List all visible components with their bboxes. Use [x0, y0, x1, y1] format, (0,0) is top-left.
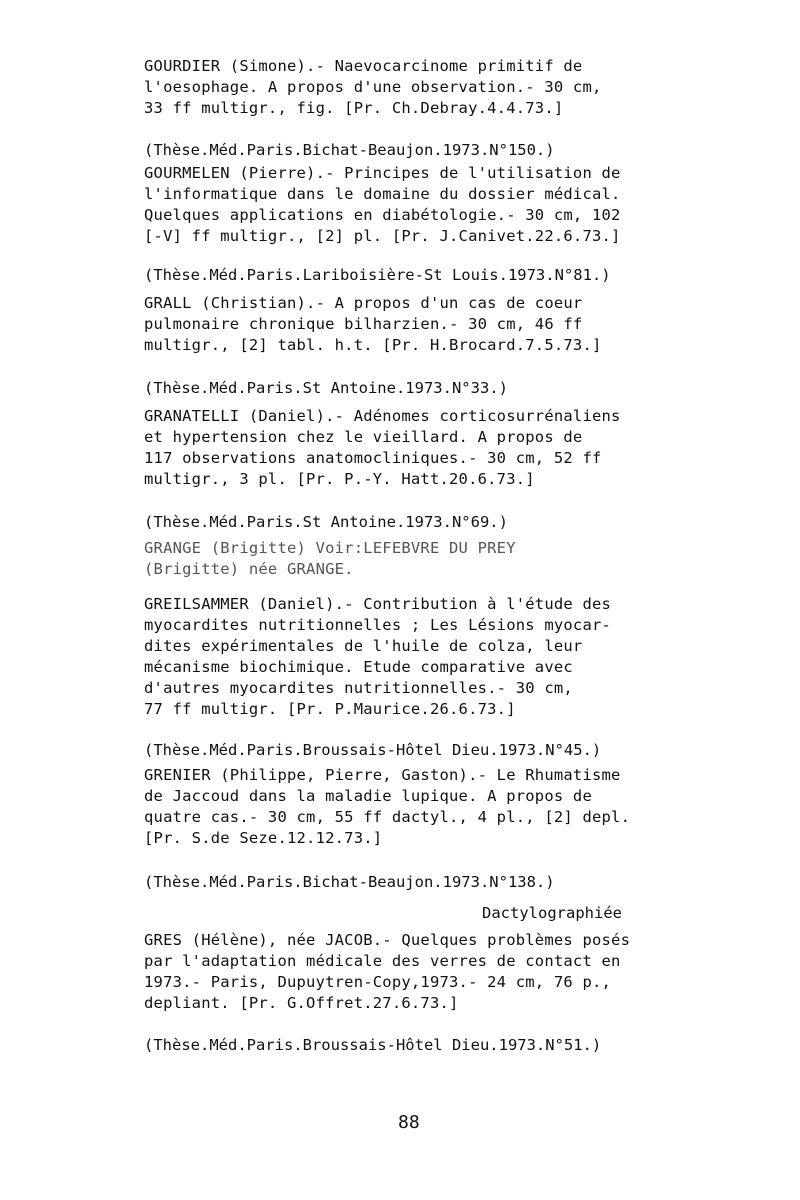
entry-line: par l'adaptation médicale des verres de contact en — [144, 952, 621, 970]
entry-line: GREILSAMMER (Daniel).- Contribution à l'étude des — [144, 595, 612, 613]
thesis-note: (Thèse.Méd.Paris.St Antoine.1973.N°33.) — [144, 379, 508, 397]
entry-line: GOURMELEN (Pierre).- Principes de l'utilisation de — [144, 164, 621, 182]
entry-line: 77 ff multigr. [Pr. P.Maurice.26.6.73.] — [144, 700, 516, 718]
page-number: 88 — [398, 1112, 420, 1133]
entry-line: GRES (Hélène), née JACOB.- Quelques problèmes posés — [144, 931, 631, 949]
entry-line: (Brigitte) née GRANGE. — [144, 560, 354, 578]
entry-line: quatre cas.- 30 cm, 55 ff dactyl., 4 pl., [2] depl. — [144, 808, 631, 826]
entry-line: mécanisme biochimique. Etude comparative avec — [144, 658, 573, 676]
entry-gourmelen — [144, 163, 664, 247]
thesis-note: (Thèse.Méd.Paris.Bichat-Beaujon.1973.N°150.) — [144, 141, 555, 159]
entry-line: GOURDIER (Simone).- Naevocarcinome primitif de — [144, 57, 583, 75]
entry-grenier — [144, 765, 664, 849]
entry-line: d'autres myocardites nutritionnelles.- 30 cm, — [144, 679, 573, 697]
entry-line: GRANGE (Brigitte) Voir:LEFEBVRE DU PREY — [144, 539, 516, 557]
entry-gres — [144, 930, 664, 1014]
entry-line: GRALL (Christian).- A propos d'un cas de coeur — [144, 294, 583, 312]
entry-line: pulmonaire chronique bilharzien.- 30 cm, 46 ff — [144, 315, 583, 333]
entry-line: de Jaccoud dans la maladie lupique. A propos de — [144, 787, 592, 805]
thesis-note: (Thèse.Méd.Paris.St Antoine.1973.N°69.) — [144, 513, 508, 531]
entry-line: GRENIER (Philippe, Pierre, Gaston).- Le Rhumatisme — [144, 766, 621, 784]
entry-line: depliant. [Pr. G.Offret.27.6.73.] — [144, 994, 459, 1012]
thesis-note: (Thèse.Méd.Paris.Broussais-Hôtel Dieu.1973.N°51.) — [144, 1036, 602, 1054]
entry-line: [Pr. S.de Seze.12.12.73.] — [144, 829, 383, 847]
entry-line: dites expérimentales de l'huile de colza, leur — [144, 637, 583, 655]
entry-line: 33 ff multigr., fig. [Pr. Ch.Debray.4.4.73.] — [144, 99, 564, 117]
entry-line: [-V] ff multigr., [2] pl. [Pr. J.Canivet.22.6.73.] — [144, 227, 621, 245]
thesis-note: (Thèse.Méd.Paris.Lariboisière-St Louis.1973.N°81.) — [144, 266, 611, 284]
entry-line: Quelques applications en diabétologie.- 30 cm, 102 — [144, 206, 621, 224]
entry-line: myocardites nutritionnelles ; Les Lésions myocar- — [144, 616, 612, 634]
entry-granatelli — [144, 406, 664, 490]
entry-grange-crossref — [144, 538, 664, 580]
entry-line: GRANATELLI (Daniel).- Adénomes corticosurrénaliens — [144, 407, 621, 425]
dactylo-label: Dactylographiée — [482, 904, 622, 922]
entry-line: et hypertension chez le vieillard. A propos de — [144, 428, 583, 446]
entry-greilsammer — [144, 594, 664, 720]
entry-line: multigr., 3 pl. [Pr. P.-Y. Hatt.20.6.73.] — [144, 470, 535, 488]
entry-line: l'oesophage. A propos d'une observation.- 30 cm, — [144, 78, 602, 96]
entry-line: 117 observations anatomocliniques.- 30 cm, 52 ff — [144, 449, 602, 467]
entry-line: 1973.- Paris, Dupuytren-Copy,1973.- 24 cm, 76 p., — [144, 973, 612, 991]
thesis-note: (Thèse.Méd.Paris.Broussais-Hôtel Dieu.1973.N°45.) — [144, 741, 602, 759]
thesis-note: (Thèse.Méd.Paris.Bichat-Beaujon.1973.N°138.) — [144, 873, 555, 891]
entry-line: multigr., [2] tabl. h.t. [Pr. H.Brocard.7.5.73.] — [144, 336, 602, 354]
entry-grall — [144, 293, 664, 356]
entry-line: l'informatique dans le domaine du dossier médical. — [144, 185, 621, 203]
entry-gourdier — [144, 56, 664, 119]
